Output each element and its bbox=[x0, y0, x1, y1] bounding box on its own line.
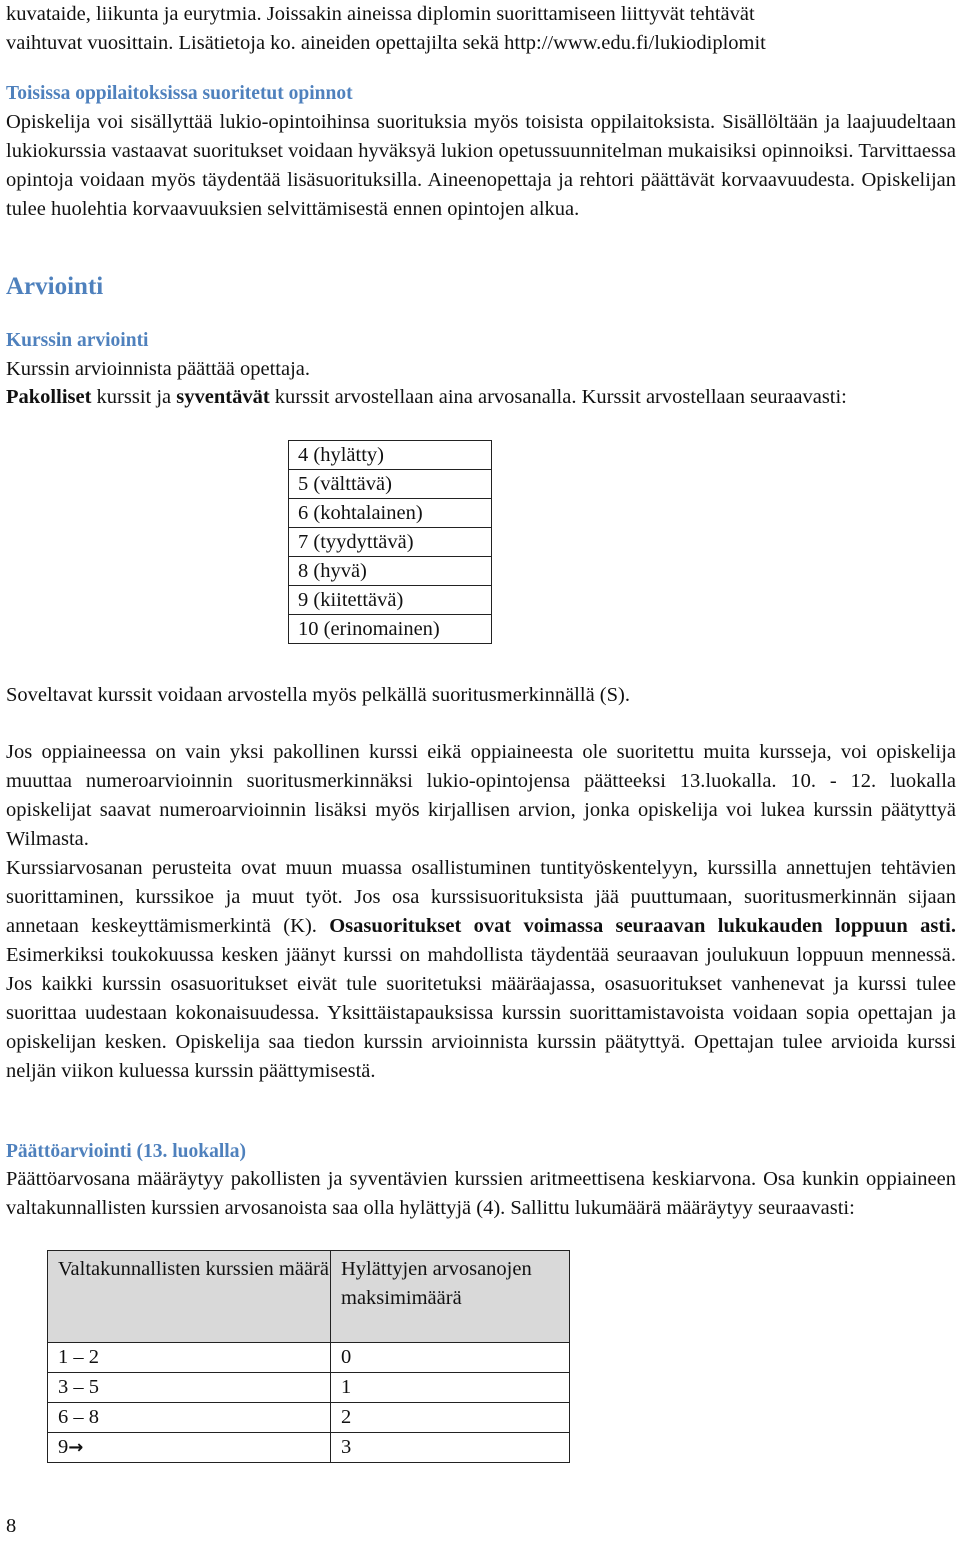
grading-intro-mid1: kurssit ja bbox=[91, 386, 177, 408]
mandatory-word: Pakolliset bbox=[6, 386, 92, 408]
table-cell-max: 0 bbox=[331, 1343, 570, 1373]
grade-cell: 9 (kiitettävä) bbox=[289, 586, 492, 615]
advanced-word: syventävät bbox=[176, 386, 270, 408]
single-course-paragraph: Jos oppiaineessa on vain yksi pakollinen kurssi eikä oppiaineesta ole suoritettu muita kursseja, voi opiskelija muuttaa numeroarvioinnin suoritusmerkinnäksi lukio-opintojensa päätteeksi 13.luokalla. 10. - 12. luokalla opiskelijat saavat numeroarvioinnin lisäksi myös kirjallisen arvion, jonka opiskelija voi lukea kurssin päätyttyä Wilmasta. bbox=[6, 741, 956, 850]
table-header-course-count: Valtakunnallisten kurssien määrä bbox=[48, 1251, 331, 1343]
grade-cell: 6 (kohtalainen) bbox=[289, 499, 492, 528]
table-cell-count: 3 – 5 bbox=[48, 1373, 331, 1403]
table-cell-count: 1 – 2 bbox=[48, 1343, 331, 1373]
table-cell-max: 2 bbox=[331, 1403, 570, 1433]
table-cell-count-arrow bbox=[48, 1433, 331, 1463]
grade-cell: 5 (välttävä) bbox=[289, 470, 492, 499]
table-cell-count: 6 – 8 bbox=[48, 1403, 331, 1433]
grade-cell: 4 (hylätty) bbox=[289, 441, 492, 470]
course-assessment-line: Kurssin arvioinnista päättää opettaja. bbox=[6, 358, 310, 380]
grade-cell: 8 (hyvä) bbox=[289, 557, 492, 586]
grade-basis-text-a: Kurssiarvosanan perusteita ovat muun muassa osallistuminen tuntityöskentelyyn, kurssilla annettujen tehtävien suorittaminen, kurssikoe ja muut työt. Jos osa kurssisuorituksista jää puuttumaan, suoritusmerkinnän sijaan annetaan keskeyttämismerkintä (K). bbox=[6, 857, 956, 937]
section-heading-other-schools: Toisissa oppilaitoksissa suoritetut opinnot bbox=[6, 83, 353, 104]
final-assessment-paragraph: Päättöarvosana määräytyy pakollisten ja syventävien kurssien aritmeettisena keskiarvona. Osa kunkin oppiaineen valtakunnallisten kurssien arvosanoista saa olla hylättyjä (4). Sallittu lukumäärä määräytyy seuraavasti: bbox=[6, 1168, 956, 1219]
section-heading-assessment: Arviointi bbox=[6, 273, 104, 300]
grade-cell: 7 (tyydyttävä) bbox=[289, 528, 492, 557]
applied-courses-note: Soveltavat kurssit voidaan arvostella myös pelkällä suoritusmerkinnällä (S). bbox=[6, 684, 630, 706]
subheading-course-assessment: Kurssin arviointi bbox=[6, 330, 149, 351]
grading-intro-mid2: kurssit arvostellaan aina arvosanalla. Kurssit arvostellaan seuraavasti: bbox=[269, 386, 847, 408]
table-cell-max: 3 bbox=[331, 1433, 570, 1463]
right-arrow-icon: → bbox=[68, 1437, 84, 1458]
intro-line-2: vaihtuvat vuosittain. Lisätietoja ko. aineiden opettajilta sekä http://www.edu.fi/lukiodiplomit bbox=[6, 32, 766, 54]
grade-basis-paragraph bbox=[6, 854, 956, 1086]
table-cell-max: 1 bbox=[331, 1373, 570, 1403]
subheading-final-assessment: Päättöarviointi (13. luokalla) bbox=[6, 1141, 246, 1162]
partial-validity-bold: Osasuoritukset ovat voimassa seuraavan lukukauden loppuun asti. bbox=[329, 915, 956, 937]
other-schools-paragraph: Opiskelija voi sisällyttää lukio-opintoihinsa suorituksia myös toisista oppilaitoksista. Sisällöltään ja laajuudeltaan lukiokurssia vastaavat suoritukset voidaan hyväksyä lukion opetussuunnitelman mukaisiksi opinnoiksi. Tarvittaessa opintoja voidaan myös täydentää lisäsuorituksilla. Aineenopettaja ja rehtori päättävät korvaavuudesta. Opiskelijan tulee huolehtia korvaavuuksien selvittämisestä ennen opintojen alkua. bbox=[6, 111, 956, 220]
grading-intro-paragraph bbox=[6, 383, 956, 412]
failed-grades-table bbox=[47, 1250, 570, 1463]
grade-basis-text-b: Esimerkiksi toukokuussa kesken jäänyt kurssi on mahdollista täydentää seuraavan joulukuun loppuun mennessä. Jos kaikki kurssin osasuoritukset eivät tule suoritetuksi määräajassa, osasuoritukset vanhenevat ja kurssi tulee suorittaa uudestaan kokonaisuudessa. Yksittäistapauksissa kurssin suorittamistavoista voidaan sopia opettajan ja opiskelijan kesken. Opiskelija saa tiedon kurssin arvioinnista kurssin päätyttyä. Opettajan tulee arvioida kurssi neljän viikon kuluessa kurssin päättymisestä. bbox=[6, 944, 956, 1082]
intro-line-1: kuvataide, liikunta ja eurytmia. Joissakin aineissa diplomin suorittamiseen liittyvät tehtävät bbox=[6, 3, 755, 25]
grade-scale-table bbox=[288, 440, 492, 644]
page-number: 8 bbox=[6, 1515, 17, 1537]
table-cell-count: 9 bbox=[58, 1436, 69, 1458]
grade-cell: 10 (erinomainen) bbox=[289, 615, 492, 644]
table-header-max-failed: Hylättyjen arvosanojen maksimimäärä bbox=[331, 1251, 570, 1343]
